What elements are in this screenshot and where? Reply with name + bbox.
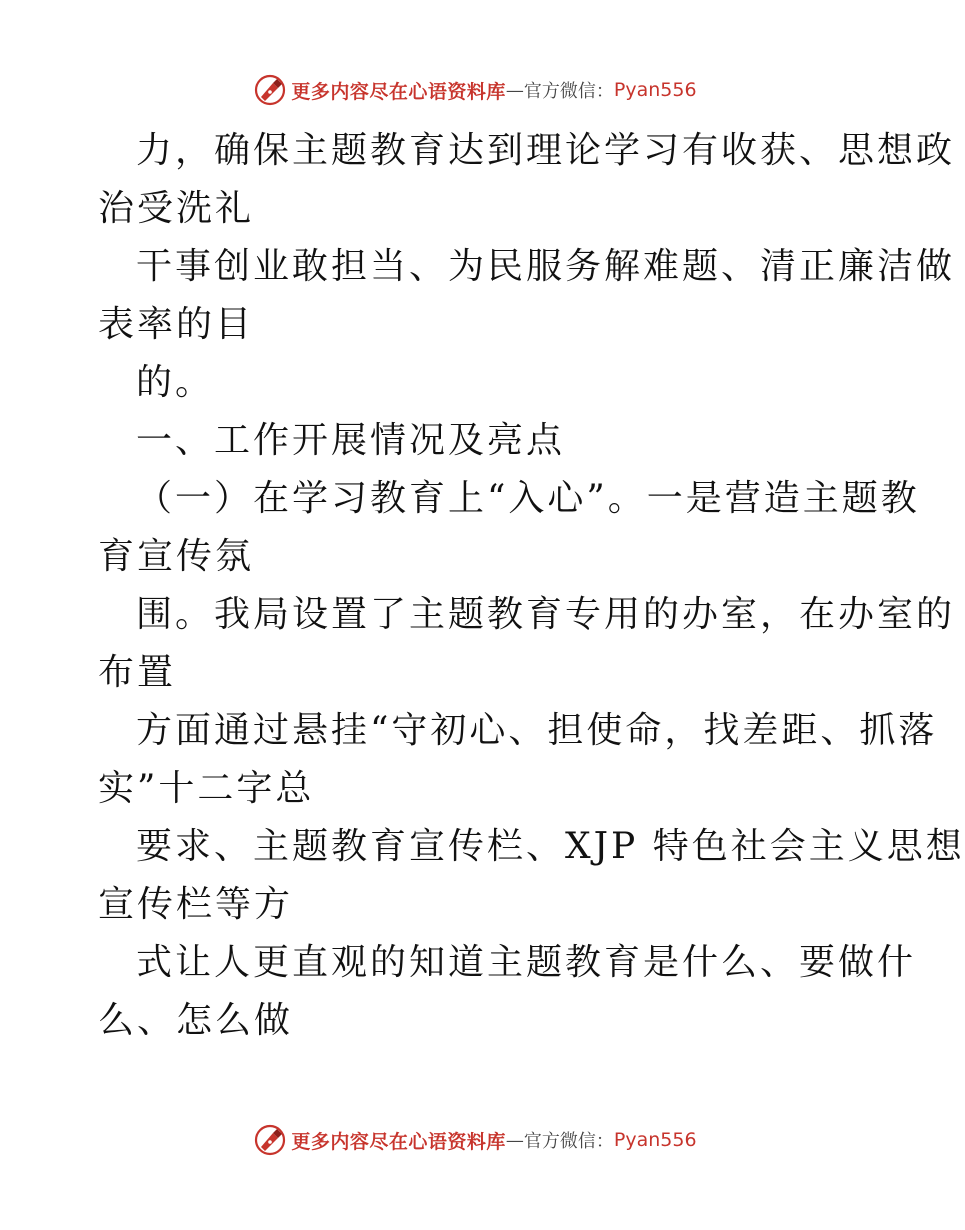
paragraph-line: 育宣传氛 xyxy=(98,536,255,577)
paragraph-line: 的。 xyxy=(136,362,215,403)
watermark-dash: — xyxy=(505,1129,524,1151)
paragraph-line: 宣传栏等方 xyxy=(98,884,294,925)
watermark-wechat-id: Pyan556 xyxy=(613,79,697,101)
section-heading: 一、工作开展情况及亮点 xyxy=(136,420,566,461)
footer-watermark xyxy=(0,1120,950,1160)
paragraph-line: 力，确保主题教育达到理论学习有收获、思想政 xyxy=(136,130,956,171)
document-body xyxy=(98,122,965,1050)
pen-nib-logo-icon xyxy=(253,1123,287,1157)
paragraph-line: 实”十二字总 xyxy=(98,768,315,809)
paragraph-line: 布置 xyxy=(98,652,177,693)
paragraph-line: （一）在学习教育上“入心”。一是营造主题教 xyxy=(136,478,920,519)
pen-nib-logo-icon xyxy=(253,73,287,107)
paragraph-line: 表率的目 xyxy=(98,304,255,345)
paragraph-line: 么、怎么做 xyxy=(98,1000,294,1041)
watermark-site-text: 更多内容尽在心语资料库 xyxy=(291,80,506,103)
header-watermark xyxy=(0,70,950,110)
watermark-label: 官方微信： xyxy=(523,1131,614,1152)
paragraph-line: 治受洗礼 xyxy=(98,188,255,229)
paragraph-line: 式让人更直观的知道主题教育是什么、要做什 xyxy=(136,942,917,983)
watermark-label: 官方微信： xyxy=(523,81,614,102)
paragraph-line: 干事创业敢担当、为民服务解难题、清正廉洁做 xyxy=(136,246,956,287)
watermark-wechat-id: Pyan556 xyxy=(613,1129,697,1151)
paragraph-line: 围。我局设置了主题教育专用的办室，在办室的 xyxy=(136,594,956,635)
watermark-dash: — xyxy=(505,79,524,101)
paragraph-line: 方面通过悬挂“守初心、担使命，找差距、抓落 xyxy=(136,710,938,751)
watermark-site-text: 更多内容尽在心语资料库 xyxy=(291,1130,506,1153)
paragraph-line: 要求、主题教育宣传栏、XJP 特色社会主义思想 xyxy=(136,826,965,867)
